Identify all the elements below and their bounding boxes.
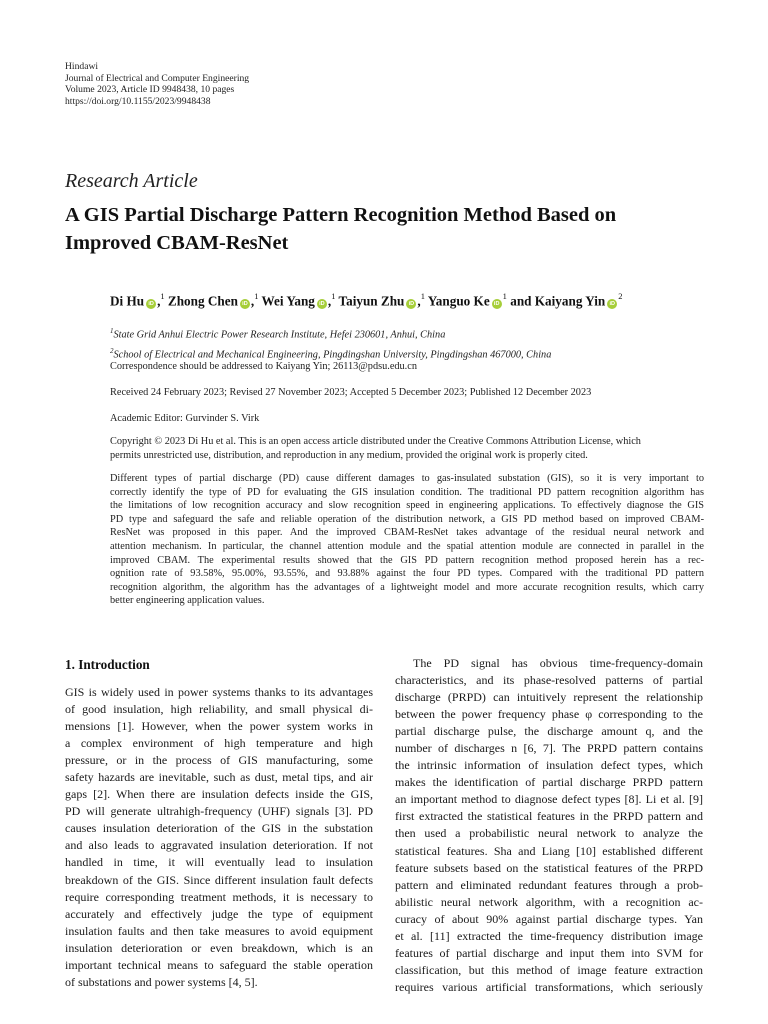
journal-header — [65, 61, 465, 107]
body-line: between the power frequency phase φ corresponding to the — [395, 707, 703, 722]
body-line: statistical features. Sha and Liang [10] established different — [395, 843, 703, 858]
body-line: important technical means to safeguard the stable operation — [65, 957, 373, 972]
abstract-line: improved CBAM. The experimental results showed that the GIS PD pattern recognition method proposed herein has a rec- — [110, 554, 704, 566]
author-name: Kaiyang Yin — [534, 293, 606, 309]
author-affil-sup: 1 — [331, 291, 336, 301]
orcid-icon[interactable]: iD — [406, 299, 416, 309]
author-name: Yanguo Ke — [427, 293, 490, 309]
body-line: the intrinsic information of insulation defect types, which — [395, 758, 703, 773]
affiliation-item — [110, 323, 710, 343]
academic-editor: Academic Editor: Gurvinder S. Virk — [110, 413, 260, 424]
body-line: accurately and effectively judge the type of equipment — [65, 906, 373, 921]
body-line: insulation deterioration or even breakdown, which is an — [65, 940, 373, 955]
author-name: Taiyun Zhu — [338, 293, 405, 309]
author-sep: , — [417, 293, 421, 309]
body-line: requires various artificial transformations, which seriously — [395, 979, 703, 994]
author-list — [110, 292, 710, 309]
author-affil-sup: 1 — [254, 291, 259, 301]
author-name: Wei Yang — [261, 293, 315, 309]
abstract-line: recognition algorithm, the algorithm has the advantages of a lightweight model and more accurate recognition results, which carry — [110, 581, 704, 593]
body-line: a complex environment of high temperature and high — [65, 736, 373, 751]
article-type: Research Article — [65, 170, 198, 192]
right-column-text — [395, 655, 703, 996]
body-line: of good insulation, high reliability, and small physical di- — [65, 702, 373, 717]
body-line: pattern and eliminated redundant features through a prob- — [395, 877, 703, 892]
section-heading: 1. Introduction — [65, 657, 150, 672]
title-line: Improved CBAM-ResNet — [65, 232, 289, 254]
body-line: features of partial discharge and input them into SVM for — [395, 945, 703, 960]
author-affil-sup: 1 — [160, 291, 165, 301]
author-name: Zhong Chen — [167, 293, 238, 309]
body-line: et al. [11] extracted the time-frequency distribution image — [395, 928, 703, 943]
abstract-line: ResNet was proposed in this paper. And the improved CBAM-ResNet takes advantage of the residual neural network and — [110, 527, 704, 539]
body-line: partial discharge pulse, the discharge amount q, and the — [395, 724, 703, 739]
body-line: insulation faults and then take measures to avoid equipment — [65, 923, 373, 938]
body-line: mensions [1]. However, when the power system works in — [65, 719, 373, 734]
orcid-icon[interactable]: iD — [607, 299, 617, 309]
copyright-line: permits unrestricted use, distribution, and reproduction in any medium, provided the original work is properly cited. — [110, 449, 588, 461]
body-line: first extracted the statistical features in the PRPD pattern and — [395, 809, 703, 824]
affiliation-text: School of Electrical and Mechanical Engineering, Pingdingshan University, Pingdingshan 467000, China — [113, 349, 552, 361]
body-line: then used a probabilistic neural network to analyze the — [395, 826, 703, 841]
body-line: The PD signal has obvious time-frequency-domain — [413, 656, 703, 670]
body-line: an important method to diagnose defect types [8]. Li et al. [9] — [395, 792, 703, 807]
volume-info: Volume 2023, Article ID 9948438, 10 pages — [65, 84, 235, 95]
abstract-line: the limitations of low recognition accuracy and slow recognition speed in engineering applications. To effectively diagnose the GIS — [110, 500, 704, 512]
body-line: and also leads to aggravated insulation deterioration. If not — [65, 838, 373, 853]
author-sep: , — [327, 293, 332, 309]
author-affil-sup: 2 — [618, 291, 623, 301]
body-line: of substations and power systems [4, 5]. — [65, 974, 258, 989]
abstract-line: correctly identify the type of PD for evaluating the GIS insulation condition. The traditional PD pattern recognition algorithm has — [110, 486, 704, 498]
publisher-name: Hindawi — [65, 61, 99, 72]
publication-dates: Received 24 February 2023; Revised 27 November 2023; Accepted 5 December 2023; Published 12 December 2023 — [110, 387, 592, 398]
author-connector: and — [510, 293, 532, 309]
orcid-icon[interactable]: iD — [240, 299, 250, 309]
orcid-icon[interactable]: iD — [146, 299, 156, 309]
copyright-notice — [110, 435, 704, 463]
affiliation-sup: 2 — [110, 347, 114, 356]
body-line: breakdown of the GIS. Since different insulation fault defects — [65, 872, 373, 887]
doi-link[interactable]: https://doi.org/10.1155/2023/9948438 — [65, 95, 211, 107]
author-sep: , — [157, 293, 161, 309]
affiliations — [110, 323, 710, 364]
orcid-icon[interactable]: iD — [317, 299, 327, 309]
body-line: makes the identification of partial discharge PRPD pattern — [395, 775, 703, 790]
abstract-line: attention mechanism. In particular, the channel attention module and the spatial attention module are connected in parallel in the — [110, 540, 704, 552]
body-line: characteristics, and its phase-resolved patterns of partial — [395, 673, 703, 688]
body-line: safety hazards are inevitable, such as dust, metal tips, and air — [65, 770, 373, 785]
abstract-line: PD type and safeguard the safe and reliable operation of the distribution network, a GIS PD method based on improved CBAM- — [110, 513, 704, 525]
copyright-line: Copyright © 2023 Di Hu et al. This is an open access article distributed under the Creative Commons Attribution License, which — [110, 436, 641, 447]
affiliation-text: State Grid Anhui Electric Power Research Institute, Hefei 230601, Anhui, China — [113, 329, 446, 341]
body-line: causes insulation deterioration of the GIS in the substation — [65, 821, 373, 836]
left-column-text — [65, 684, 373, 991]
author-name: Di Hu — [110, 293, 145, 309]
correspondence: Correspondence should be addressed to Kaiyang Yin; 26113@pdsu.edu.cn — [110, 361, 417, 372]
body-line: number of discharges n [6, 7]. The PRPD pattern contains — [395, 741, 703, 756]
abstract — [110, 472, 704, 608]
body-line: curacy of about 90% against partial discharge types. Yan — [395, 911, 703, 926]
abstract-line: Different types of partial discharge (PD) cause different damages to gas-insulated substation (GIS), so it is very important to — [110, 473, 704, 484]
body-line: discharge (PRPD) can intuitively represent the relationship — [395, 690, 703, 705]
journal-name: Journal of Electrical and Computer Engineering — [65, 72, 250, 84]
author-affil-sup: 1 — [420, 291, 425, 301]
article-title — [65, 201, 715, 257]
affiliation-sup: 1 — [110, 327, 114, 335]
body-line: require corresponding treatment methods, it is necessary to — [65, 889, 373, 904]
body-line: gaps [2]. When there are insulation defects inside the GIS, — [65, 787, 373, 802]
orcid-icon[interactable]: iD — [492, 299, 502, 309]
abstract-line: better engineering application values. — [110, 595, 265, 607]
body-line: classification, but this method of image feature extraction — [395, 962, 703, 977]
body-line: GIS is widely used in power systems thanks to its advantages — [65, 685, 373, 699]
body-line: PD will generate ultrahigh-frequency (UHF) signals [3]. PD — [65, 804, 373, 819]
body-line: handled in time, it will eventually lead to insulation — [65, 855, 373, 870]
body-line: feature subsets based on the statistical features of the PRPD — [395, 860, 703, 875]
author-sep: , — [250, 293, 255, 309]
body-line: abilistic neural network algorithm, with a recognition ac- — [395, 894, 703, 909]
body-line: pressure, or in the process of GIS manufacturing, some — [65, 753, 373, 768]
abstract-line: ognition rate of 93.58%, 95.00%, 93.55%, and 93.88% against the four PD types. Compared with the traditional PD pattern — [110, 568, 704, 580]
author-affil-sup: 1 — [502, 291, 507, 301]
title-line: A GIS Partial Discharge Pattern Recognition Method Based on — [65, 204, 617, 226]
